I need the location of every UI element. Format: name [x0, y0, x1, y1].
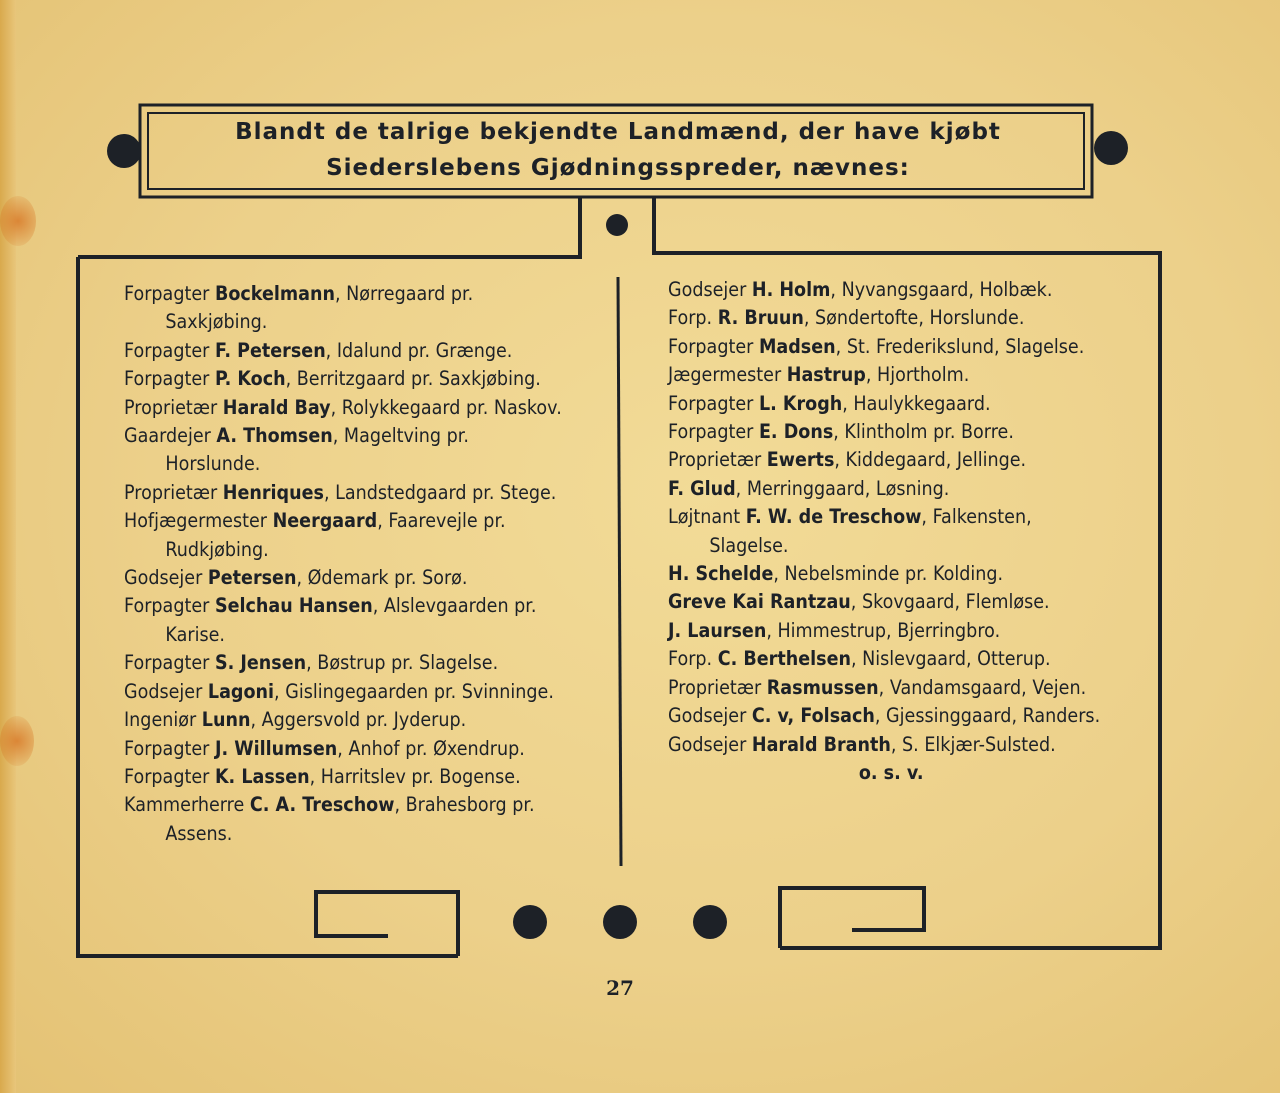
entry-title: Forp. — [668, 306, 713, 330]
list-item — [668, 588, 1114, 616]
entry-location: , Nebelsminde pr. Kolding. — [773, 562, 1004, 586]
entry-title: Forpagter — [124, 594, 210, 618]
entry-name: Rasmussen — [766, 675, 879, 699]
entry-name: Harald Bay — [222, 395, 331, 419]
entry-name: Henriques — [222, 480, 324, 504]
entry-location: , Søndertofte, Horslunde. — [803, 306, 1025, 330]
entry-location: , Kiddegaard, Jellinge. — [834, 448, 1027, 472]
entry-location: , Haulykkegaard. — [842, 391, 991, 415]
entry-title: Godsejer — [124, 679, 203, 703]
list-item — [124, 280, 567, 337]
list-item — [668, 731, 1114, 759]
entry-location: , Berritzgaard pr. Saxkjøbing. — [285, 367, 541, 391]
entry-title: Forpagter — [124, 736, 210, 760]
entry-location: , Klintholm pr. Borre. — [833, 420, 1014, 444]
entry-title: Godsejer — [668, 704, 747, 728]
list-item — [668, 702, 1114, 730]
entry-location: , Nørregaard pr. Saxkjøbing. — [165, 282, 474, 334]
entry-location: , Nislevgaard, Otterup. — [850, 647, 1051, 671]
entry-name: K. Lassen — [214, 764, 310, 788]
list-item — [668, 617, 1114, 645]
list-item — [668, 276, 1114, 304]
entry-location: , Anhof pr. Øxendrup. — [337, 736, 525, 760]
list-item — [124, 365, 567, 393]
entry-name: Lagoni — [207, 679, 275, 703]
entry-location: , Mageltving pr. Horslunde. — [165, 424, 469, 476]
page-number: 27 — [606, 976, 634, 1000]
entry-title: Forpagter — [124, 764, 210, 788]
entry-name: Petersen — [207, 566, 297, 590]
entry-location: , Nyvangsgaard, Holbæk. — [830, 278, 1053, 301]
list-item — [124, 791, 567, 848]
entry-name: Neergaard — [272, 509, 378, 533]
list-item — [124, 678, 567, 706]
list-item — [668, 446, 1114, 474]
ornament-dot — [603, 905, 637, 939]
list-item — [668, 475, 1114, 503]
entry-title: Forpagter — [124, 651, 210, 675]
entry-location: , Faarevejle pr. Rudkjøbing. — [165, 509, 506, 561]
list-item — [668, 674, 1114, 702]
entry-name: H. Schelde — [668, 562, 774, 586]
entry-name: S. Jensen — [214, 651, 307, 675]
entry-name: P. Koch — [214, 367, 286, 391]
entry-title: Jægermester — [668, 363, 782, 387]
entry-title: Gaardejer — [124, 424, 211, 448]
entry-location: , Falkensten, Slagelse. — [709, 505, 1032, 557]
list-item — [668, 645, 1114, 673]
entry-title: Proprietær — [668, 448, 762, 472]
entry-location: , Brahesborg pr. Assens. — [165, 793, 535, 845]
list-item — [124, 706, 567, 734]
entry-title: Godsejer — [668, 732, 747, 756]
entry-location: , St. Frederikslund, Slagelse. — [835, 334, 1085, 358]
list-item — [124, 735, 567, 763]
entry-title: Godsejer — [668, 278, 747, 301]
entry-title: Forp. — [668, 647, 713, 671]
entry-title: Forpagter — [124, 282, 210, 305]
entry-location: , Vandamsgaard, Vejen. — [878, 675, 1087, 699]
entry-location: , Aggersvold pr. Jyderup. — [250, 708, 467, 732]
entry-title: Godsejer — [124, 566, 203, 590]
entry-location: , Landstedgaard pr. Stege. — [323, 480, 557, 504]
entry-location: , Bøstrup pr. Slagelse. — [306, 651, 499, 675]
list-item — [124, 394, 567, 422]
title-line-1: Blandt de talrige bekjendte Landmænd, der have kjøbt — [235, 119, 1001, 145]
entry-location: , S. Elkjær-Sulsted. — [890, 732, 1056, 756]
entry-name: F. Petersen — [214, 338, 326, 362]
entry-name: A. Thomsen — [216, 424, 333, 448]
entry-location: , Merringgaard, Løsning. — [735, 476, 950, 500]
entry-name: Lunn — [201, 708, 251, 732]
entry-location: , Rolykkegaard pr. Naskov. — [330, 395, 562, 419]
list-item — [124, 479, 567, 507]
entry-title: Forpagter — [668, 420, 754, 444]
entry-location: , Himmestrup, Bjerringbro. — [766, 618, 1001, 642]
entry-title: Proprietær — [124, 480, 218, 504]
left-column-list — [124, 280, 567, 848]
list-item — [668, 560, 1114, 588]
list-item — [668, 361, 1114, 389]
entry-title: Forpagter — [124, 367, 210, 391]
entry-name: Hastrup — [786, 363, 866, 387]
page-title — [150, 114, 1086, 186]
entry-name: C. A. Treschow — [249, 793, 395, 817]
list-item — [124, 763, 567, 791]
entry-name: R. Bruun — [717, 306, 804, 330]
entry-name: Harald Branth — [751, 732, 891, 756]
entry-name: Bockelmann — [214, 282, 336, 305]
list-item — [668, 503, 1114, 560]
entry-name: C. v, Folsach — [751, 704, 875, 728]
entry-name: J. Laursen — [668, 618, 767, 642]
right-column-list — [668, 276, 1114, 787]
entry-location: , Harritslev pr. Bogense. — [309, 764, 521, 788]
entry-name: C. Berthelsen — [717, 647, 851, 671]
list-item — [124, 564, 567, 592]
entry-name: Selchau Hansen — [214, 594, 373, 618]
list-item — [124, 649, 567, 677]
list-item — [668, 304, 1114, 332]
list-item — [668, 418, 1114, 446]
entry-name: F. Glud — [668, 476, 736, 500]
title-line-2: Siederslebens Gjødningsspreder, nævnes: — [326, 155, 910, 181]
entry-name: H. Holm — [751, 278, 831, 301]
list-item — [124, 507, 567, 564]
list-item — [124, 422, 567, 479]
entry-location: , Skovgaard, Flemløse. — [850, 590, 1050, 614]
entry-location: , Hjortholm. — [865, 363, 970, 387]
entry-name: E. Dons — [758, 420, 834, 444]
entry-title: Forpagter — [124, 338, 210, 362]
ornament-dot — [606, 214, 628, 236]
entry-title: Løjtnant — [668, 505, 741, 529]
entry-title: Proprietær — [124, 395, 218, 419]
entry-title: Forpagter — [668, 334, 754, 358]
list-item — [124, 592, 567, 649]
entry-name: Ewerts — [766, 448, 835, 472]
entry-title: Kammerherre — [124, 793, 245, 817]
entry-title: Forpagter — [668, 391, 754, 415]
entry-location: , Gislingegaarden pr. Svinninge. — [274, 679, 554, 703]
entry-location: , Ødemark pr. Sorø. — [296, 566, 468, 590]
entry-location: , Idalund pr. Grænge. — [325, 338, 513, 362]
ornament-dot — [1094, 131, 1128, 165]
entry-location: , Gjessinggaard, Randers. — [874, 704, 1101, 728]
entry-name: L. Krogh — [758, 391, 843, 415]
entry-name: J. Willumsen — [214, 736, 338, 760]
list-item — [124, 337, 567, 365]
entry-title: Ingeniør — [124, 708, 197, 732]
entry-location: , Alslevgaarden pr. Karise. — [165, 594, 537, 646]
list-item — [668, 390, 1114, 418]
entry-title: Hofjægermester — [124, 509, 268, 533]
closing-text: o. s. v. — [858, 760, 924, 784]
entry-name: Madsen — [758, 334, 836, 358]
ornament-dot — [513, 905, 547, 939]
entry-name: Greve Kai Rantzau — [668, 590, 851, 614]
ornament-dot — [693, 905, 727, 939]
ornament-dot — [107, 134, 141, 168]
entry-title: Proprietær — [668, 675, 762, 699]
entry-name: F. W. de Treschow — [745, 505, 922, 529]
list-item — [668, 333, 1114, 361]
